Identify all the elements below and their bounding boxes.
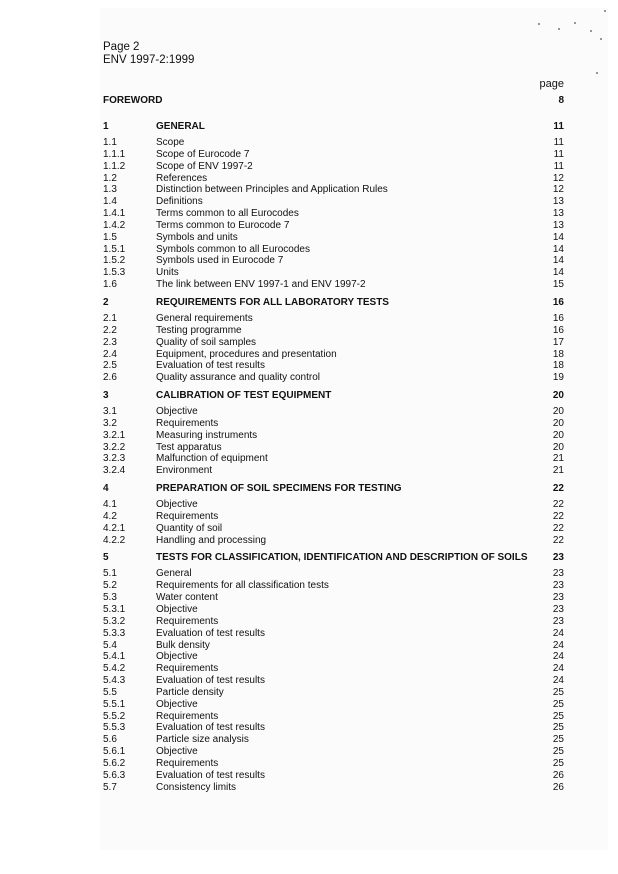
header-document-code: ENV 1997-2:1999 xyxy=(103,54,195,66)
toc-page: 21 xyxy=(552,453,564,465)
toc-title: Malfunction of equipment xyxy=(156,453,268,465)
toc-page: 20 xyxy=(552,406,564,418)
toc-page: 24 xyxy=(552,663,564,675)
toc-number: 5.5.2 xyxy=(103,710,126,722)
toc-entry xyxy=(103,499,564,511)
toc-title: Evaluation of test results xyxy=(156,722,265,734)
toc-title: Requirements xyxy=(156,757,219,769)
toc-entry xyxy=(103,372,564,384)
toc-number: 3.2.1 xyxy=(103,429,126,441)
toc-number: 5 xyxy=(103,552,109,564)
toc-entry xyxy=(103,196,564,208)
toc-entry xyxy=(103,161,564,173)
toc-title: Objective xyxy=(156,746,198,758)
toc-title: Symbols and units xyxy=(156,231,238,243)
toc-title: Test apparatus xyxy=(156,441,222,453)
toc-title: Units xyxy=(156,267,179,279)
toc-number: 4 xyxy=(103,483,109,495)
toc-page: 12 xyxy=(552,184,564,196)
toc-page: 17 xyxy=(552,336,564,348)
toc-title: Objective xyxy=(156,406,198,418)
toc-page: 23 xyxy=(552,568,564,580)
toc-number: 1.6 xyxy=(103,279,117,291)
toc-entry xyxy=(103,687,564,699)
toc-number: 1.5.3 xyxy=(103,267,126,279)
toc-entry xyxy=(103,325,564,337)
toc-number: 5.6.2 xyxy=(103,757,126,769)
toc-number: 5.7 xyxy=(103,781,117,793)
toc-page: 13 xyxy=(552,196,564,208)
toc-entry xyxy=(103,746,564,758)
toc-number: 5.4.3 xyxy=(103,675,126,687)
toc-title: Requirements xyxy=(156,615,219,627)
toc-page: 23 xyxy=(552,592,564,604)
toc-number: 3.1 xyxy=(103,406,117,418)
toc-number: 1.2 xyxy=(103,172,117,184)
toc-page: 25 xyxy=(552,757,564,769)
toc-page: 26 xyxy=(552,769,564,781)
toc-title: Equipment, procedures and presentation xyxy=(156,348,337,360)
toc-page: 24 xyxy=(552,627,564,639)
toc-entry xyxy=(103,770,564,782)
toc-page: 23 xyxy=(552,615,564,627)
toc-title: Objective xyxy=(156,698,198,710)
toc-entry xyxy=(103,568,564,580)
toc-title: Environment xyxy=(156,465,213,477)
toc-number: 5.3.1 xyxy=(103,604,126,615)
toc-number: 1.1.2 xyxy=(103,160,126,172)
toc-title: Symbols common to all Eurocodes xyxy=(156,243,310,255)
toc-entry xyxy=(103,349,564,361)
toc-title: Distinction between Principles and Application Rules xyxy=(156,184,388,196)
toc-page: 13 xyxy=(552,208,564,220)
toc-page: 25 xyxy=(552,734,564,746)
toc-title: Requirements for all classification tests xyxy=(156,580,329,592)
toc-entry xyxy=(103,232,564,244)
toc-page: 20 xyxy=(552,429,564,441)
toc-entry xyxy=(103,173,564,185)
foreword-page: 8 xyxy=(558,95,564,106)
toc-entry xyxy=(103,149,564,161)
toc-title: Consistency limits xyxy=(156,781,237,793)
toc-title: Objective xyxy=(156,651,198,663)
toc-number: 3.2.2 xyxy=(103,441,126,453)
toc-page: 14 xyxy=(552,255,564,267)
toc-section-heading xyxy=(103,551,564,564)
toc-section-heading xyxy=(103,120,564,133)
header-page-number: Page 2 xyxy=(103,41,140,53)
toc-title: Particle size analysis xyxy=(156,734,249,746)
toc-page: 16 xyxy=(552,324,564,336)
toc-title: Measuring instruments xyxy=(156,429,258,441)
toc-number: 1.3 xyxy=(103,184,117,196)
toc-number: 5.1 xyxy=(103,568,117,580)
toc-entry xyxy=(103,337,564,349)
toc-title: REQUIREMENTS FOR ALL LABORATORY TESTS xyxy=(156,296,389,308)
toc-number: 5.3 xyxy=(103,592,117,604)
toc-entry xyxy=(103,406,564,418)
toc-title: Evaluation of test results xyxy=(156,675,265,687)
toc-number: 1.5.1 xyxy=(103,243,126,255)
toc-entry xyxy=(103,220,564,232)
toc-entry xyxy=(103,616,564,628)
toc-entry xyxy=(103,453,564,465)
toc-title: Terms common to Eurocode 7 xyxy=(156,219,290,231)
toc-page: 21 xyxy=(552,465,564,477)
toc-page: 20 xyxy=(552,417,564,429)
toc-section-heading xyxy=(103,296,564,309)
toc-number: 4.2.2 xyxy=(103,534,126,546)
toc-entry xyxy=(103,604,564,616)
toc-page: 22 xyxy=(552,499,564,511)
toc-page: 25 xyxy=(552,698,564,710)
scan-specks xyxy=(512,6,612,86)
toc-title: Bulk density xyxy=(156,639,210,651)
toc-title: PREPARATION OF SOIL SPECIMENS FOR TESTING xyxy=(156,483,402,495)
toc-title: Water content xyxy=(156,592,218,604)
toc-title: Evaluation of test results xyxy=(156,769,265,781)
toc-title: Scope of ENV 1997-2 xyxy=(156,160,253,172)
toc-number: 5.6 xyxy=(103,734,117,746)
toc-entry xyxy=(103,244,564,256)
toc-entry xyxy=(103,699,564,711)
toc-title: Requirements xyxy=(156,417,219,429)
toc-page: 25 xyxy=(552,722,564,734)
toc-entry xyxy=(103,758,564,770)
toc-page: 25 xyxy=(552,746,564,758)
toc-title: Particle density xyxy=(156,686,224,698)
toc-title: Requirements xyxy=(156,510,219,522)
toc-number: 4.2 xyxy=(103,510,117,522)
toc-number: 1.4.2 xyxy=(103,219,126,231)
toc-page: 25 xyxy=(552,686,564,698)
toc-page: 24 xyxy=(552,639,564,651)
toc-title: Testing programme xyxy=(156,324,242,336)
toc-page: 25 xyxy=(552,710,564,722)
toc-page: 22 xyxy=(552,534,564,546)
toc-title: The link between ENV 1997-1 and ENV 1997-2 xyxy=(156,279,366,291)
toc-page: 26 xyxy=(552,781,564,793)
toc-page: 15 xyxy=(552,279,564,291)
toc-page: 24 xyxy=(552,675,564,687)
toc-title: Objective xyxy=(156,604,198,615)
toc-entry xyxy=(103,580,564,592)
toc-number: 5.5 xyxy=(103,686,117,698)
toc-page: 23 xyxy=(552,604,564,615)
toc-number: 1.5.2 xyxy=(103,255,126,267)
toc-number: 2 xyxy=(103,296,109,308)
toc-number: 2.5 xyxy=(103,360,117,372)
toc-title: Objective xyxy=(156,499,198,511)
toc-entry xyxy=(103,430,564,442)
toc-page: 18 xyxy=(552,360,564,372)
toc-page: 13 xyxy=(552,219,564,231)
toc-number: 1.1.1 xyxy=(103,148,126,160)
toc-entry xyxy=(103,535,564,547)
toc-title: References xyxy=(156,172,208,184)
toc-page: 11 xyxy=(553,148,564,160)
toc-entry xyxy=(103,137,564,149)
toc-entry xyxy=(103,208,564,220)
toc-title: Scope xyxy=(156,137,185,148)
toc-number: 5.4.2 xyxy=(103,663,126,675)
toc-number: 4.2.1 xyxy=(103,522,126,534)
toc-page: 19 xyxy=(552,372,564,384)
toc-page: 18 xyxy=(552,348,564,360)
toc-number: 5.4 xyxy=(103,639,117,651)
toc-number: 5.6.3 xyxy=(103,769,126,781)
toc-entry xyxy=(103,663,564,675)
toc-number: 5.5.1 xyxy=(103,698,126,710)
toc-page: 14 xyxy=(552,243,564,255)
toc-page: 24 xyxy=(552,651,564,663)
toc-page: 20 xyxy=(552,441,564,453)
toc-entry xyxy=(103,184,564,196)
table-of-contents xyxy=(103,120,564,794)
toc-number: 1.4 xyxy=(103,196,117,208)
toc-entry xyxy=(103,279,564,291)
toc-page: 11 xyxy=(553,137,564,148)
toc-number: 2.2 xyxy=(103,324,117,336)
toc-entry xyxy=(103,734,564,746)
toc-entry xyxy=(103,523,564,535)
toc-number: 2.6 xyxy=(103,372,117,384)
toc-page: 22 xyxy=(552,510,564,522)
toc-page: 14 xyxy=(552,231,564,243)
toc-entry xyxy=(103,442,564,454)
toc-page: 14 xyxy=(552,267,564,279)
toc-title: Evaluation of test results xyxy=(156,627,265,639)
toc-entry xyxy=(103,267,564,279)
toc-title: Definitions xyxy=(156,196,203,208)
toc-entry xyxy=(103,313,564,325)
toc-title: Symbols used in Eurocode 7 xyxy=(156,255,284,267)
toc-page: 12 xyxy=(552,172,564,184)
toc-number: 5.5.3 xyxy=(103,722,126,734)
toc-entry xyxy=(103,651,564,663)
toc-page: 20 xyxy=(552,390,564,402)
toc-entry xyxy=(103,640,564,652)
toc-number: 1.5 xyxy=(103,231,117,243)
toc-number: 1.4.1 xyxy=(103,208,126,220)
toc-title: TESTS FOR CLASSIFICATION, IDENTIFICATION AND DESCRIPTION OF SOILS xyxy=(156,552,528,564)
toc-title: CALIBRATION OF TEST EQUIPMENT xyxy=(156,390,332,402)
toc-entry xyxy=(103,711,564,723)
toc-number: 3.2.3 xyxy=(103,453,126,465)
toc-title: GENERAL xyxy=(156,121,205,132)
toc-number: 1.1 xyxy=(103,137,117,148)
toc-number: 2.1 xyxy=(103,312,117,324)
toc-number: 5.4.1 xyxy=(103,651,126,663)
toc-page: 11 xyxy=(553,121,564,132)
toc-title: General requirements xyxy=(156,312,253,324)
toc-entry xyxy=(103,722,564,734)
toc-title: Quality of soil samples xyxy=(156,336,257,348)
toc-page: 22 xyxy=(552,483,564,495)
toc-number: 3.2.4 xyxy=(103,465,126,477)
toc-title: General xyxy=(156,568,192,580)
toc-section-heading xyxy=(103,482,564,495)
toc-number: 5.6.1 xyxy=(103,746,126,758)
toc-page: 16 xyxy=(552,296,564,308)
toc-page: 23 xyxy=(552,580,564,592)
toc-title: Requirements xyxy=(156,663,219,675)
toc-number: 3 xyxy=(103,390,109,402)
toc-number: 2.3 xyxy=(103,336,117,348)
toc-entry xyxy=(103,360,564,372)
toc-entry xyxy=(103,782,564,794)
toc-number: 4.1 xyxy=(103,499,117,511)
toc-entry xyxy=(103,418,564,430)
toc-title: Quality assurance and quality control xyxy=(156,372,320,384)
toc-page: 23 xyxy=(552,552,564,564)
toc-title: Scope of Eurocode 7 xyxy=(156,148,250,160)
toc-entry xyxy=(103,675,564,687)
page-column-label: page xyxy=(539,78,564,90)
toc-number: 1 xyxy=(103,121,109,132)
toc-number: 2.4 xyxy=(103,348,117,360)
toc-number: 3.2 xyxy=(103,417,117,429)
toc-title: Evaluation of test results xyxy=(156,360,265,372)
toc-number: 5.3.2 xyxy=(103,615,126,627)
toc-entry xyxy=(103,592,564,604)
toc-entry xyxy=(103,465,564,477)
toc-page: 11 xyxy=(553,160,564,172)
toc-page: 22 xyxy=(552,522,564,534)
foreword-entry xyxy=(103,95,564,106)
foreword-title: FOREWORD xyxy=(103,95,163,106)
toc-title: Terms common to all Eurocodes xyxy=(156,208,299,220)
toc-entry xyxy=(103,511,564,523)
toc-section-heading xyxy=(103,389,564,402)
toc-title: Handling and processing xyxy=(156,534,267,546)
toc-title: Quantity of soil xyxy=(156,522,223,534)
toc-number: 5.2 xyxy=(103,580,117,592)
toc-entry xyxy=(103,255,564,267)
toc-title: Requirements xyxy=(156,710,219,722)
toc-number: 5.3.3 xyxy=(103,627,126,639)
toc-page: 16 xyxy=(552,312,564,324)
toc-entry xyxy=(103,628,564,640)
